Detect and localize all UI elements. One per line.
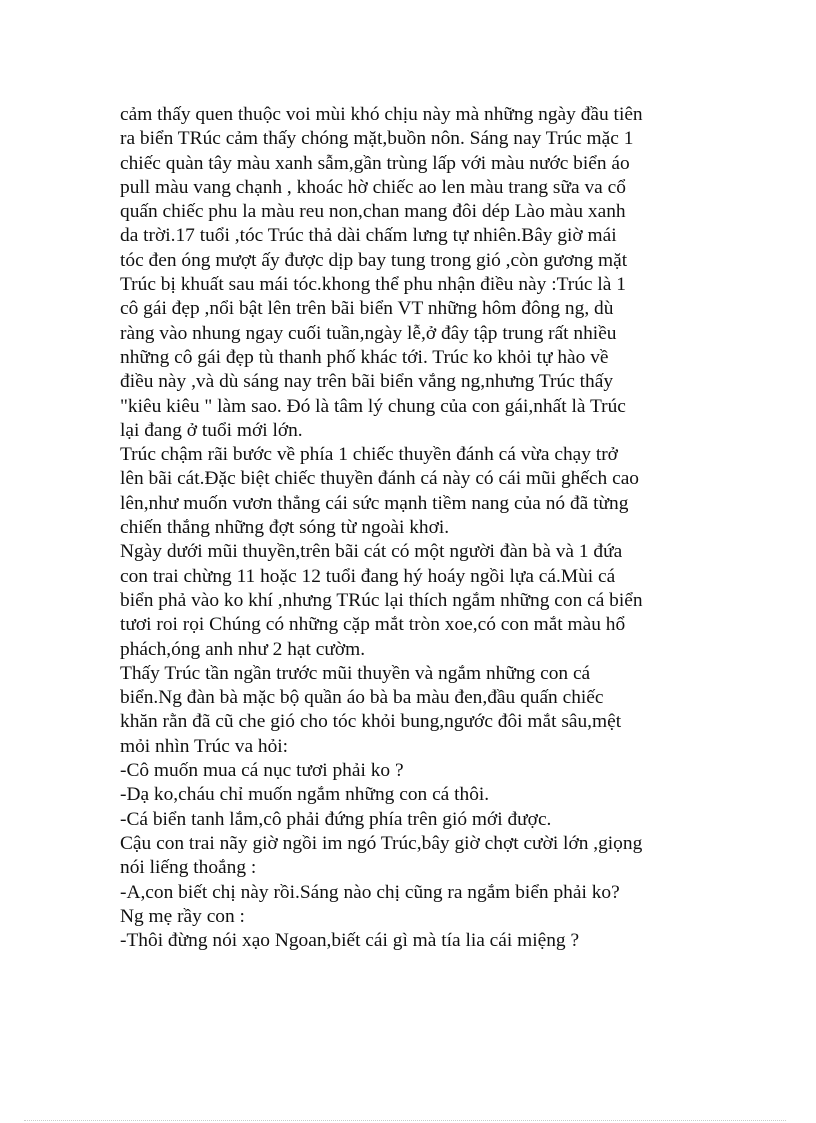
text-line: cảm thấy quen thuộc voi mùi khó chịu này mà những ngày đầu tiên bbox=[120, 104, 643, 125]
body-text bbox=[120, 103, 710, 953]
text-line: chiếc quàn tây màu xanh sẫm,gần trùng lấp với màu nước biển áo bbox=[120, 152, 630, 174]
text-line: Ngày dưới mũi thuyền,trên bãi cát có một người đàn bà và 1 đứa bbox=[120, 541, 623, 563]
text-line: -A,con biết chị này rồi.Sáng nào chị cũng ra ngắm biển phải ko? bbox=[120, 881, 620, 903]
text-line: cô gái đẹp ,nổi bật lên trên bãi biển VT những hôm đông ng, dù bbox=[120, 298, 614, 320]
text-line: lên bãi cát.Đặc biệt chiếc thuyền đánh cá này có cái mũi ghếch cao bbox=[120, 468, 639, 490]
text-line: ràng vào nhung ngay cuối tuần,ngày lễ,ở đây tập trung rất nhiều bbox=[120, 322, 617, 344]
text-line: Cậu con trai nãy giờ ngồi im ngó Trúc,bây giờ chợt cười lớn ,giọng bbox=[120, 832, 643, 854]
text-line: Ng mẹ rầy con : bbox=[120, 905, 245, 927]
text-line: những cô gái đẹp tù thanh phố khác tới. Trúc ko khỏi tự hào về bbox=[120, 346, 609, 368]
text-line: da trời.17 tuổi ,tóc Trúc thả dài chấm lưng tự nhiên.Bây giờ mái bbox=[120, 225, 617, 247]
text-line: con trai chừng 11 hoặc 12 tuổi đang hý hoáy ngồi lựa cá.Mùi cá bbox=[120, 565, 616, 587]
text-line: tươi roi rọi Chúng có những cặp mắt tròn xoe,có con mắt màu hổ bbox=[120, 614, 626, 636]
text-line: lên,như muốn vươn thẳng cái sức mạnh tiềm nang của nó đã từng bbox=[120, 492, 629, 514]
text-line: lại đang ở tuổi mới lớn. bbox=[120, 419, 303, 441]
text-line: biển phả vào ko khí ,nhưng TRúc lại thích ngắm những con cá biển bbox=[120, 589, 643, 611]
text-line: -Thôi đừng nói xạo Ngoan,biết cái gì mà tía lia cái miệng ? bbox=[120, 930, 580, 952]
text-line: -Dạ ko,cháu chỉ muốn ngắm những con cá thôi. bbox=[120, 784, 490, 806]
text-line: biển.Ng đàn bà mặc bộ quần áo bà ba màu đen,đầu quấn chiếc bbox=[120, 687, 604, 709]
text-line: điều này ,và dù sáng nay trên bãi biển vắng ng,nhưng Trúc thấy bbox=[120, 371, 614, 393]
text-line: mỏi nhìn Trúc va hỏi: bbox=[120, 735, 289, 757]
text-line: ra biển TRúc cảm thấy chóng mặt,buồn nôn. Sáng nay Trúc mặc 1 bbox=[120, 128, 634, 150]
text-line: tóc đen óng mượt ấy được dịp bay tung trong gió ,còn gương mặt bbox=[120, 249, 628, 271]
text-line: -Cô muốn mua cá nục tươi phải ko ? bbox=[120, 760, 404, 782]
page-bottom-divider bbox=[24, 1120, 786, 1121]
text-line: khăn rằn đã cũ che gió cho tóc khỏi bung,ngước đôi mắt sâu,mệt bbox=[120, 711, 622, 733]
text-line: quấn chiếc phu la màu reu non,chan mang đôi dép Lào màu xanh bbox=[120, 201, 626, 223]
text-line: "kiêu kiêu " làm sao. Đó là tâm lý chung của con gái,nhất là Trúc bbox=[120, 395, 626, 417]
text-line: -Cá biển tanh lắm,cô phải đứng phía trên gió mới được. bbox=[120, 808, 552, 830]
text-line: chiến thắng những đợt sóng từ ngoài khơi. bbox=[120, 517, 450, 539]
text-line: Thấy Trúc tần ngần trước mũi thuyền và ngắm những con cá bbox=[120, 662, 591, 684]
text-line: phách,óng anh như 2 hạt cườm. bbox=[120, 638, 366, 660]
text-line: Trúc bị khuất sau mái tóc.khong thể phu nhận điều này :Trúc là 1 bbox=[120, 274, 626, 296]
text-line: Trúc chậm rãi bước về phía 1 chiếc thuyền đánh cá vừa chạy trở bbox=[120, 444, 618, 466]
text-line: pull màu vang chạnh , khoác hờ chiếc ao len màu trang sữa va cổ bbox=[120, 176, 626, 198]
text-line: nói liếng thoắng : bbox=[120, 857, 257, 879]
